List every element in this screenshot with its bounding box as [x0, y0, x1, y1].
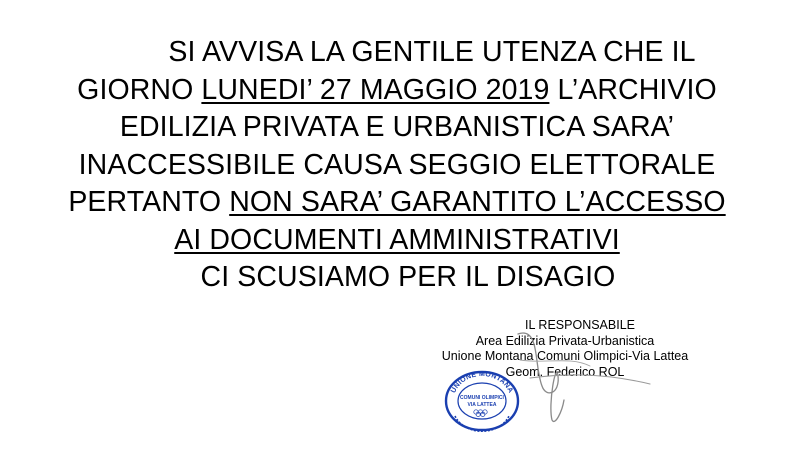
notice-line-6 — [0, 222, 794, 260]
notice-line-3: EDILIZIA PRIVATA E URBANISTICA SARA’ — [119, 111, 675, 143]
notice-access-warning: NON SARA’ GARANTITO L’ACCESSO — [229, 186, 726, 218]
notice-line-5 — [0, 184, 794, 222]
notice-line-2 — [0, 72, 794, 110]
official-stamp-icon — [443, 368, 521, 432]
notice-line-1: SI AVVISA LA GENTILE UTENZA CHE IL — [168, 36, 696, 68]
notice-line-4: INACCESSIBILE CAUSA SEGGIO ELETTORALE — [78, 148, 716, 181]
stamp-top-text: UNIONE MONTANA — [450, 370, 514, 395]
stamp-center-line-1: COMUNI OLIMPICI — [460, 395, 504, 401]
olympic-rings-icon — [474, 410, 487, 417]
signature-area: Area Edilizia Privata-Urbanistica — [475, 333, 655, 348]
stamp-center-line-2: VIA LATTEA — [467, 402, 497, 408]
notice-line-7: CI SCUSIAMO PER IL DISAGIO — [200, 261, 616, 293]
notice-line-5-prefix: PERTANTO — [68, 186, 230, 218]
notice-line-2-suffix: L’ARCHIVIO — [549, 73, 717, 106]
signature-title: IL RESPONSABILE — [525, 318, 635, 332]
notice-text — [0, 34, 794, 297]
signature-organization: Unione Montana Comuni Olimpici-Via Lattea — [441, 349, 689, 363]
notice-date: LUNEDI’ 27 MAGGIO 2019 — [201, 73, 550, 106]
notice-documents: AI DOCUMENTI AMMINISTRATIVI — [174, 223, 620, 256]
signature-name: Geom. Federico ROL — [505, 364, 625, 379]
handwritten-signature — [500, 316, 670, 428]
notice-line-2-prefix: GIORNO — [77, 73, 202, 106]
